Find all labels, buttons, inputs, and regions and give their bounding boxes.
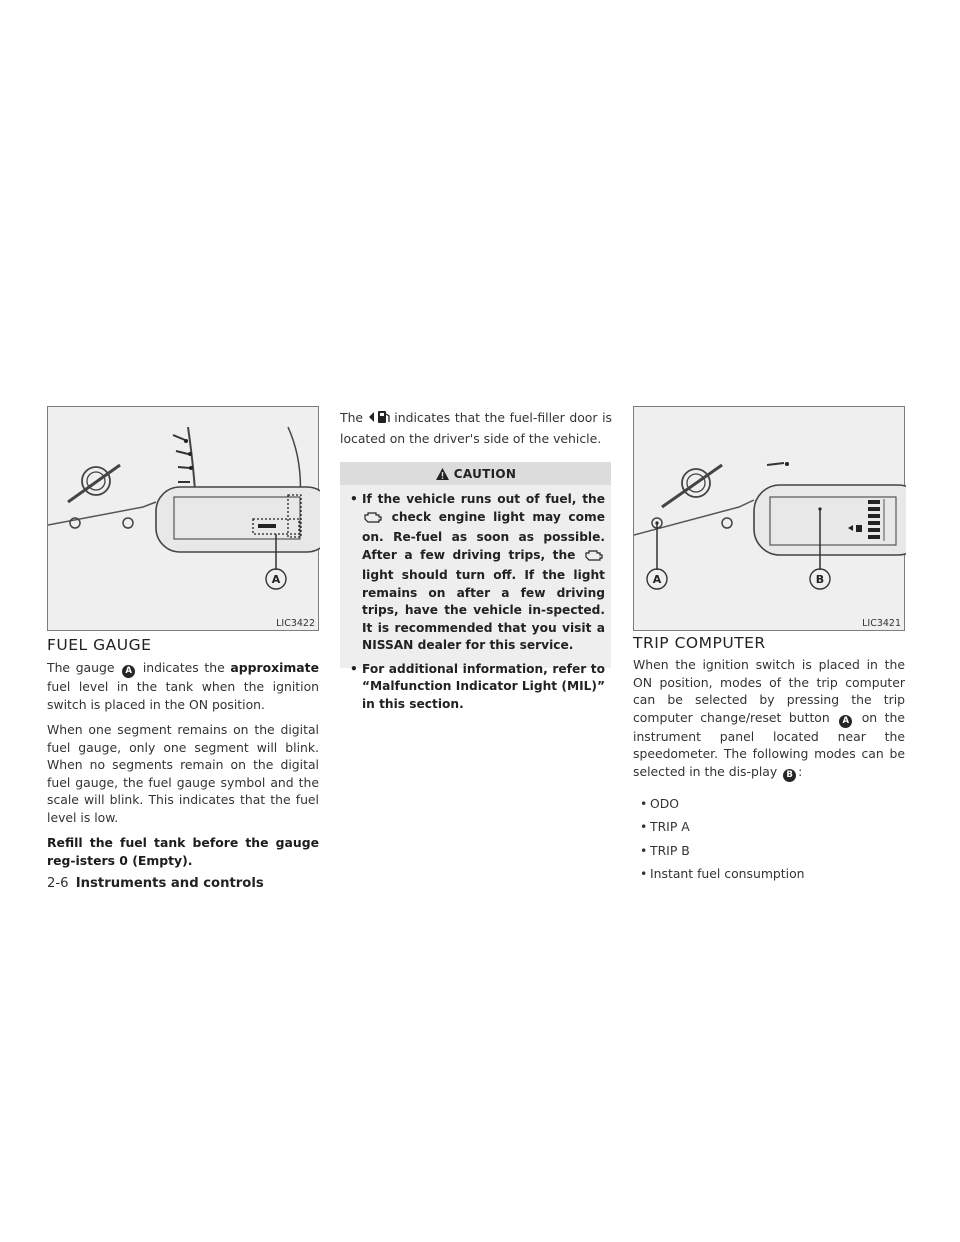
callout-a-label: A xyxy=(271,573,281,586)
caution-title: CAUTION xyxy=(453,466,517,481)
fuel-gauge-paragraph-1: The gauge A indicates the approximate fuel level in the tank when the ignition switch is placed in the ON position. xyxy=(47,660,319,712)
caution-header xyxy=(340,462,611,485)
check-engine-icon xyxy=(362,511,384,530)
fuel-filler-paragraph: The indicates that the fuel-filler door is located on the driver's side of the vehicle. xyxy=(340,410,612,446)
callout-b-label: B xyxy=(815,573,825,586)
page-number: 2-6 xyxy=(47,876,69,891)
trip-computer-paragraph: When the ignition switch is placed in the ON position, modes of the trip computer can be selected by pressing the trip computer change/reset button A on the instrument panel located near the speedometer. The following modes can be selected in the dis-play B : xyxy=(633,657,905,780)
trip-modes-list xyxy=(633,792,905,886)
fuel-gauge-illustration xyxy=(48,407,320,632)
callout-a-label: A xyxy=(652,573,662,586)
caution-list xyxy=(340,485,611,727)
fuel-gauge-text xyxy=(47,659,319,869)
fuel-gauge-paragraph-3: Refill the fuel tank before the gauge reg-isters 0 (Empty). xyxy=(47,835,319,868)
list-item: • TRIP B xyxy=(633,839,905,863)
callout-b-ref: B xyxy=(783,769,796,782)
trip-computer-illustration xyxy=(634,407,906,632)
callout-a-ref: A xyxy=(839,715,852,728)
figure-code: LIC3421 xyxy=(862,618,901,629)
check-engine-icon xyxy=(583,549,605,568)
chapter-title: Instruments and controls xyxy=(75,876,264,891)
fuel-filler-side-icon xyxy=(368,409,390,430)
callout-a-ref: A xyxy=(122,665,135,678)
figure-code: LIC3422 xyxy=(276,618,315,629)
list-item: • TRIP A xyxy=(633,815,905,839)
trip-computer-title: TRIP COMPUTER xyxy=(633,634,766,652)
caution-item-2: • For additional information, refer to “Malfunction Indicator Light (MIL)” in this section. xyxy=(350,661,605,714)
trip-computer-text xyxy=(633,656,905,886)
fuel-gauge-figure xyxy=(47,406,319,631)
list-item: • ODO xyxy=(633,792,905,816)
fuel-gauge-title: FUEL GAUGE xyxy=(47,636,152,654)
fuel-filler-text xyxy=(340,409,612,447)
caution-item-1: • If the vehicle runs out of fuel, the check engine light may come on. Re-fuel as soon as possible. After a few driving trips, the light should turn off. If the light remains on after a few driving trips, have the vehicle in-spected. It is recommended that you visit a NISSAN dealer for this service. xyxy=(350,491,605,655)
warning-triangle-icon xyxy=(435,467,450,481)
fuel-gauge-paragraph-2: When one segment remains on the digital fuel gauge, only one segment will blink. When no segments remain on the digital fuel gauge, the fuel gauge symbol and the scale will blink. This indicates that the fuel level is low. xyxy=(47,722,319,825)
list-item: • Instant fuel consumption xyxy=(633,862,905,886)
caution-box xyxy=(340,462,611,711)
page-footer xyxy=(47,876,264,891)
trip-computer-figure xyxy=(633,406,905,631)
